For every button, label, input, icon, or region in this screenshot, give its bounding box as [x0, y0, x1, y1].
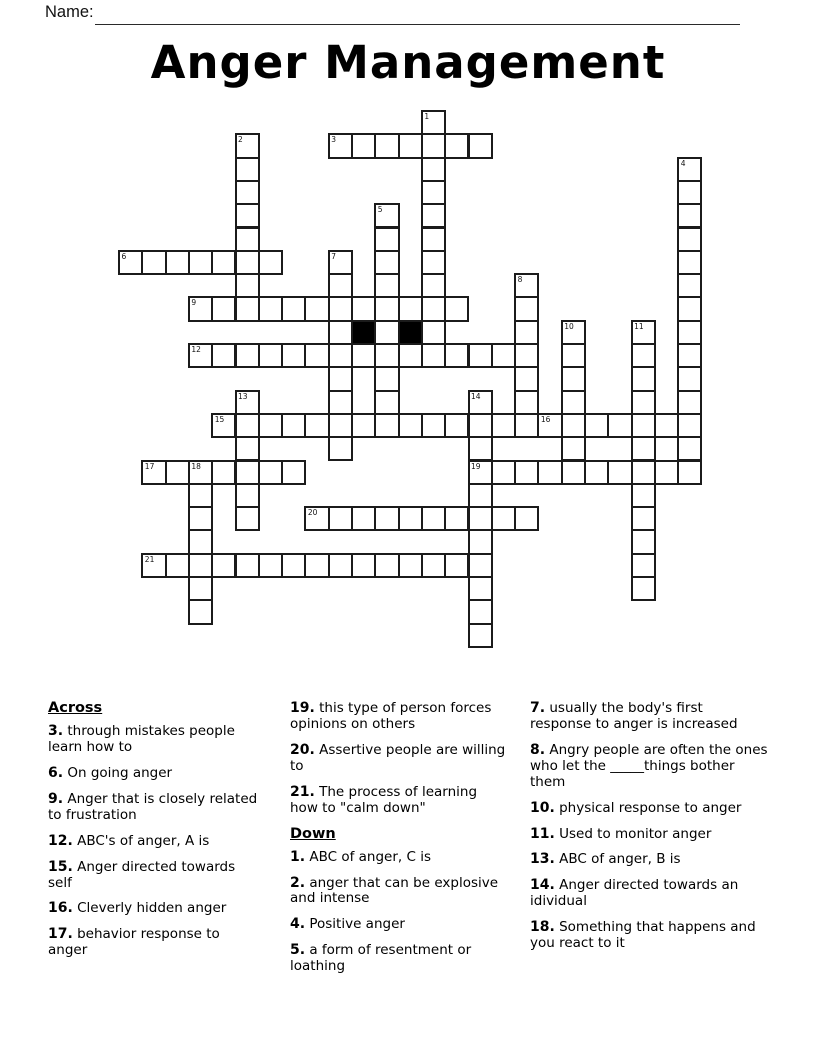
grid-cell[interactable]: [188, 460, 213, 485]
grid-cell[interactable]: [211, 460, 236, 485]
grid-cell[interactable]: [514, 460, 539, 485]
grid-cell[interactable]: [607, 460, 632, 485]
grid-cell[interactable]: [235, 506, 260, 531]
grid-cell[interactable]: [328, 250, 353, 275]
grid-cell[interactable]: [468, 599, 493, 624]
grid-cell[interactable]: [258, 250, 283, 275]
cell-number-label: 9: [191, 298, 197, 308]
grid-cell[interactable]: [235, 483, 260, 508]
grid-cell[interactable]: [235, 460, 260, 485]
grid-cell[interactable]: [141, 553, 166, 578]
grid-cell[interactable]: [351, 553, 376, 578]
grid-cell[interactable]: [398, 506, 423, 531]
grid-cell[interactable]: [677, 180, 702, 205]
grid-cell[interactable]: [188, 553, 213, 578]
grid-cell[interactable]: [188, 506, 213, 531]
grid-cell[interactable]: [677, 436, 702, 461]
grid-cell[interactable]: [514, 413, 539, 438]
clue-item-across-9: 9. Anger that is closely related to frustration: [48, 790, 258, 823]
cell-number-label: 8: [517, 275, 523, 285]
grid-cell[interactable]: [328, 133, 353, 158]
grid-cell[interactable]: [328, 343, 353, 368]
clue-item-down-11: 11. Used to monitor anger: [530, 825, 712, 842]
cell-number-label: 6: [121, 251, 127, 261]
down-header: Down: [290, 825, 336, 842]
clue-number: 2.: [290, 874, 306, 891]
clue-number: 4.: [290, 916, 306, 933]
grid-cell[interactable]: [351, 343, 376, 368]
grid-cell[interactable]: [677, 157, 702, 182]
clue-item-down-13: 13. ABC of anger, B is: [530, 851, 681, 868]
clue-number: 14.: [530, 877, 555, 894]
grid-cell[interactable]: [118, 250, 143, 275]
cell-number-label: 12: [191, 345, 201, 354]
grid-cell[interactable]: [421, 250, 446, 275]
grid-cell[interactable]: [165, 250, 190, 275]
grid-cell[interactable]: [677, 320, 702, 345]
grid-cell[interactable]: [468, 483, 493, 508]
cell-number-label: 10: [564, 321, 574, 331]
grid-cell[interactable]: [328, 296, 353, 321]
clue-item-across-3: 3. through mistakes people learn how to: [48, 723, 235, 756]
clue-number: 16.: [48, 900, 73, 917]
grid-cell[interactable]: [304, 506, 329, 531]
grid-cell[interactable]: [398, 343, 423, 368]
grid-cell[interactable]: [235, 227, 260, 252]
grid-cell[interactable]: [631, 460, 656, 485]
grid-cell[interactable]: [211, 250, 236, 275]
grid-cell[interactable]: [281, 460, 306, 485]
cell-number-label: 5: [377, 205, 383, 215]
grid-cell[interactable]: [398, 413, 423, 438]
grid-cell[interactable]: [421, 413, 446, 438]
grid-cell[interactable]: [631, 529, 656, 554]
grid-cell[interactable]: [514, 506, 539, 531]
grid-cell[interactable]: [444, 413, 469, 438]
grid-cell[interactable]: [677, 227, 702, 252]
cell-number-label: 17: [144, 461, 155, 471]
cell-number-label: 19: [471, 461, 481, 471]
grid-cell[interactable]: [677, 203, 702, 228]
grid-cell[interactable]: [235, 553, 260, 578]
grid-cell[interactable]: [514, 320, 539, 345]
clue-number: 11.: [530, 825, 555, 842]
grid-cell[interactable]: [188, 296, 213, 321]
clue-number: 18.: [530, 919, 555, 936]
grid-cell[interactable]: [421, 273, 446, 298]
grid-cell[interactable]: [677, 250, 702, 275]
clue-number: 12.: [48, 832, 73, 849]
grid-cell[interactable]: [258, 296, 283, 321]
grid-cell[interactable]: [607, 413, 632, 438]
grid-cell[interactable]: [631, 390, 656, 415]
grid-cell[interactable]: [374, 320, 399, 345]
grid-cell[interactable]: [677, 460, 702, 485]
grid-cell[interactable]: [514, 366, 539, 391]
grid-cell[interactable]: [188, 483, 213, 508]
clue-item-across-21: 21. The process of learning how to "calm down": [290, 783, 478, 816]
grid-cell[interactable]: [235, 157, 260, 182]
cell-number-label: 16: [540, 414, 551, 424]
grid-cell[interactable]: [421, 110, 446, 135]
grid-cell[interactable]: [211, 413, 236, 438]
grid-cell[interactable]: [304, 296, 329, 321]
grid-cell[interactable]: [398, 133, 423, 158]
grid-cell[interactable]: [374, 296, 399, 321]
clue-item-across-16: 16. Cleverly hidden anger: [48, 900, 227, 917]
grid-cell[interactable]: [421, 180, 446, 205]
grid-cell[interactable]: [398, 296, 423, 321]
clue-number: 5.: [290, 942, 306, 959]
grid-cell[interactable]: [561, 413, 586, 438]
grid-cell[interactable]: [514, 273, 539, 298]
cell-number-label: 11: [634, 321, 644, 331]
grid-cell[interactable]: [677, 366, 702, 391]
grid-cell[interactable]: [584, 460, 609, 485]
grid-cell[interactable]: [444, 506, 469, 531]
grid-cell[interactable]: [631, 506, 656, 531]
grid-cell[interactable]: [281, 296, 306, 321]
cell-number-label: 20: [307, 508, 318, 518]
grid-cell[interactable]: [468, 460, 493, 485]
grid-cell[interactable]: [631, 413, 656, 438]
grid-cell[interactable]: [328, 413, 353, 438]
clue-item-across-12: 12. ABC's of anger, A is: [48, 832, 210, 849]
clue-item-down-10: 10. physical response to anger: [530, 799, 742, 816]
grid-cell[interactable]: [421, 133, 446, 158]
grid-cell[interactable]: [631, 320, 656, 345]
page-title: Anger Management: [150, 36, 666, 89]
clue-item-across-17: 17. behavior response to anger: [48, 926, 220, 959]
clue-item-down-18: 18. Something that happens and you react to it: [530, 919, 756, 952]
grid-cell[interactable]: [374, 413, 399, 438]
grid-cell[interactable]: [258, 553, 283, 578]
grid-cell[interactable]: [631, 483, 656, 508]
grid-cell[interactable]: [141, 250, 166, 275]
grid-cell[interactable]: [141, 460, 166, 485]
grid-cell[interactable]: [421, 203, 446, 228]
clue-number: 17.: [48, 926, 73, 943]
clue-number: 15.: [48, 858, 73, 875]
clue-number: 1.: [290, 848, 306, 865]
grid-cell[interactable]: [468, 133, 493, 158]
clue-number: 20.: [290, 741, 315, 758]
cell-number-label: 1: [424, 112, 430, 121]
grid-cell[interactable]: [281, 553, 306, 578]
grid-cell[interactable]: [491, 413, 516, 438]
clue-item-across-20: 20. Assertive people are willing to: [290, 741, 506, 774]
grid-cell[interactable]: [235, 296, 260, 321]
grid-cell[interactable]: [654, 413, 679, 438]
clue-item-down-2: 2. anger that can be explosive and intense: [290, 874, 499, 907]
cell-number-label: 2: [238, 135, 243, 145]
grid-cell[interactable]: [374, 553, 399, 578]
clue-item-down-14: 14. Anger directed towards an idividual: [530, 877, 739, 910]
grid-cell[interactable]: [631, 553, 656, 578]
grid-cell[interactable]: [281, 413, 306, 438]
grid-cell[interactable]: [468, 576, 493, 601]
grid-cell[interactable]: [468, 506, 493, 531]
grid-cell[interactable]: [537, 413, 562, 438]
grid-cell[interactable]: [677, 273, 702, 298]
grid-cell[interactable]: [351, 296, 376, 321]
cell-number-label: 7: [331, 251, 336, 261]
grid-cell[interactable]: [351, 133, 376, 158]
grid-cell[interactable]: [165, 460, 190, 485]
grid-cell[interactable]: [328, 390, 353, 415]
grid-cell[interactable]: [561, 436, 586, 461]
grid-cell[interactable]: [561, 460, 586, 485]
grid-cell[interactable]: [235, 390, 260, 415]
grid-cell[interactable]: [468, 623, 493, 648]
grid-cell[interactable]: [677, 343, 702, 368]
grid-cell[interactable]: [188, 529, 213, 554]
clue-number: 10.: [530, 799, 555, 816]
grid-cell[interactable]: [235, 413, 260, 438]
grid-cell[interactable]: [677, 413, 702, 438]
clue-number: 9.: [48, 790, 64, 807]
grid-cell[interactable]: [211, 296, 236, 321]
grid-cell[interactable]: [351, 506, 376, 531]
grid-cell[interactable]: [374, 343, 399, 368]
grid-cell[interactable]: [677, 390, 702, 415]
grid-cell[interactable]: [304, 343, 329, 368]
clue-item-across-15: 15. Anger directed towards self: [48, 858, 236, 891]
grid-cell[interactable]: [514, 296, 539, 321]
grid-cell[interactable]: [235, 203, 260, 228]
grid-cell[interactable]: [351, 413, 376, 438]
grid-cell[interactable]: [421, 343, 446, 368]
grid-cell[interactable]: [468, 436, 493, 461]
grid-cell[interactable]: [444, 133, 469, 158]
grid-cell[interactable]: [421, 157, 446, 182]
clue-column-3: [530, 700, 768, 961]
grid-cell[interactable]: [235, 343, 260, 368]
grid-cell-black: [351, 320, 376, 345]
grid-cell[interactable]: [235, 436, 260, 461]
grid-cell[interactable]: [468, 390, 493, 415]
cell-number-label: 21: [144, 554, 155, 564]
grid-cell[interactable]: [631, 366, 656, 391]
grid-cell[interactable]: [514, 390, 539, 415]
grid-cell[interactable]: [235, 133, 260, 158]
grid-cell[interactable]: [654, 460, 679, 485]
cell-number-label: 14: [471, 391, 481, 401]
grid-cell[interactable]: [444, 343, 469, 368]
grid-cell[interactable]: [374, 390, 399, 415]
cell-number-label: 3: [331, 135, 336, 145]
grid-cell[interactable]: [328, 436, 353, 461]
grid-cell[interactable]: [235, 250, 260, 275]
clue-item-down-7: 7. usually the body's first response to anger is increased: [530, 700, 738, 732]
grid-cell[interactable]: [328, 553, 353, 578]
grid-cell[interactable]: [677, 296, 702, 321]
grid-cell[interactable]: [304, 413, 329, 438]
grid-cell[interactable]: [421, 506, 446, 531]
grid-cell[interactable]: [514, 343, 539, 368]
grid-cell[interactable]: [561, 366, 586, 391]
grid-cell[interactable]: [584, 413, 609, 438]
clue-number: 13.: [530, 851, 555, 868]
clue-item-down-4: 4. Positive anger: [290, 916, 405, 933]
grid-cell[interactable]: [398, 553, 423, 578]
clue-number: 19.: [290, 700, 315, 716]
grid-cell[interactable]: [468, 529, 493, 554]
grid-cell[interactable]: [561, 343, 586, 368]
grid-cell[interactable]: [468, 343, 493, 368]
name-label: Name:: [45, 3, 94, 21]
clue-item-down-5: 5. a form of resentment or loathing: [290, 942, 472, 975]
grid-cell[interactable]: [188, 576, 213, 601]
grid-cell[interactable]: [468, 413, 493, 438]
cell-number-label: 15: [214, 414, 225, 424]
grid-cell[interactable]: [188, 343, 213, 368]
grid-cell[interactable]: [165, 553, 190, 578]
grid-cell[interactable]: [211, 553, 236, 578]
grid-cell[interactable]: [188, 599, 213, 624]
clue-item-across-6: 6. On going anger: [48, 764, 173, 781]
grid-cell[interactable]: [374, 506, 399, 531]
grid-cell[interactable]: [235, 180, 260, 205]
clue-item-down-8: 8. Angry people are often the ones who let the _____things bother them: [530, 741, 768, 790]
grid-cell[interactable]: [631, 576, 656, 601]
grid-cell[interactable]: [328, 273, 353, 298]
grid-cell[interactable]: [561, 320, 586, 345]
clue-item-across-19: 19. this type of person forces opinions on others: [290, 700, 492, 732]
grid-cell[interactable]: [374, 366, 399, 391]
grid-cell[interactable]: [258, 343, 283, 368]
grid-cell[interactable]: [328, 506, 353, 531]
grid-cell[interactable]: [421, 227, 446, 252]
grid-cell[interactable]: [328, 366, 353, 391]
grid-cell[interactable]: [561, 390, 586, 415]
grid-cell[interactable]: [491, 343, 516, 368]
grid-cell[interactable]: [374, 250, 399, 275]
grid-cell[interactable]: [281, 343, 306, 368]
grid-cell[interactable]: [444, 296, 469, 321]
grid-cell[interactable]: [444, 553, 469, 578]
grid-cell[interactable]: [374, 203, 399, 228]
clue-number: 7.: [530, 700, 546, 716]
cell-number-label: 13: [238, 391, 248, 401]
grid-cell[interactable]: [491, 506, 516, 531]
grid-cell[interactable]: [258, 413, 283, 438]
grid-cell[interactable]: [304, 553, 329, 578]
grid-cell[interactable]: [421, 296, 446, 321]
grid-cell[interactable]: [631, 436, 656, 461]
grid-cell[interactable]: [235, 273, 260, 298]
grid-cell[interactable]: [374, 133, 399, 158]
clue-number: 8.: [530, 741, 546, 758]
cell-number-label: 18: [191, 461, 201, 471]
grid-cell[interactable]: [468, 553, 493, 578]
grid-cell[interactable]: [537, 460, 562, 485]
clue-number: 21.: [290, 783, 315, 800]
grid-cell[interactable]: [188, 250, 213, 275]
grid-cell[interactable]: [374, 227, 399, 252]
clue-column-2: [290, 700, 508, 984]
across-header: Across: [48, 700, 103, 716]
grid-cell[interactable]: [491, 460, 516, 485]
cell-number-label: 4: [680, 158, 686, 168]
grid-cell[interactable]: [211, 343, 236, 368]
grid-cell[interactable]: [374, 273, 399, 298]
clue-number: 3.: [48, 723, 64, 740]
clue-column-1: [48, 700, 260, 968]
grid-cell[interactable]: [328, 320, 353, 345]
clue-number: 6.: [48, 764, 64, 781]
clue-item-down-1: 1. ABC of anger, C is: [290, 848, 431, 865]
grid-cell[interactable]: [421, 320, 446, 345]
grid-cell-black: [398, 320, 423, 345]
grid-cell[interactable]: [421, 553, 446, 578]
grid-cell[interactable]: [631, 343, 656, 368]
grid-cell[interactable]: [258, 460, 283, 485]
